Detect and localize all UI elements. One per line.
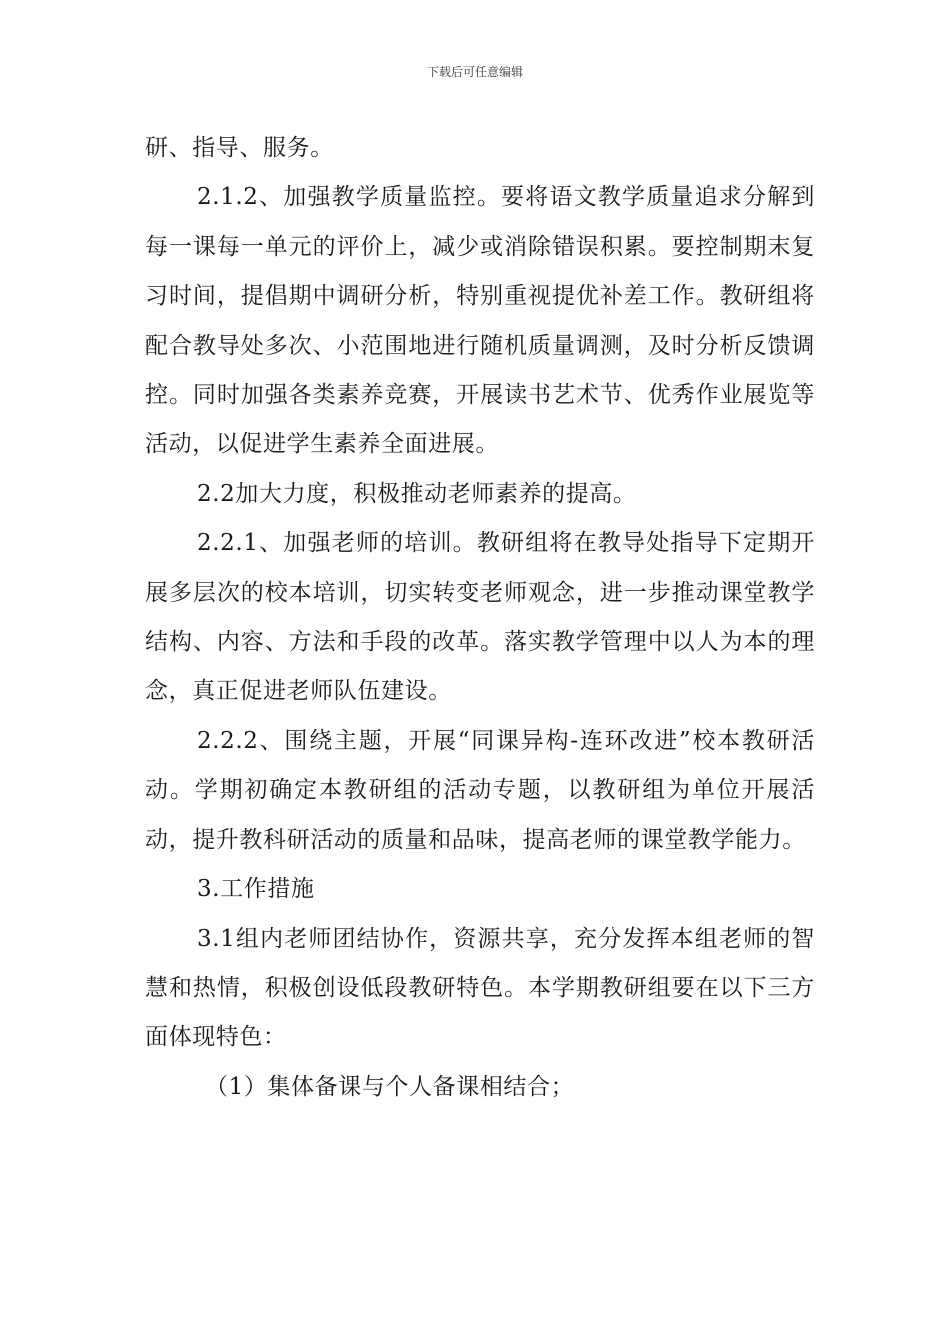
paragraph-3-1: 3.1组内老师团结协作，资源共享，充分发挥本组老师的智慧和热情，积极创设低段教研特色。本学期教研组要在以下三方面体现特色：: [145, 925, 815, 1051]
paragraph-continuation: 研、指导、服务。: [145, 135, 334, 161]
paragraph-2-1-2: 2.1.2、加强教学质量监控。要将语文教学质量追求分解到每一课每一单元的评价上，减少或消除错误积累。要控制期末复习时间，提倡期中调研分析，特别重视提优补差工作。教研组将配合教导处多次、小范围地进行随机质量调测，及时分析反馈调控。同时加强各类素养竞赛，开展读书艺术节、优秀作业展览等活动，以促进学生素养全面进展。: [145, 184, 815, 458]
paragraph-2-2-1: 2.2.1、加强老师的培训。教研组将在教导处指导下定期开展多层次的校本培训，切实转变老师观念，进一步推动课堂教学结构、内容、方法和手段的改革。落实教学管理中以人为本的理念，真正促进老师队伍建设。: [145, 530, 815, 705]
heading-work-measures: 3.工作措施: [197, 876, 315, 903]
paragraph-2-2-2: 2.2.2、围绕主题，开展“同课异构-连环改进”校本教研活动。学期初确定本教研组的活动专题，以教研组为单位开展活动，提升教科研活动的质量和品味，提高老师的课堂教学能力。: [145, 727, 815, 853]
paragraph-2-2: 2.2加大力度，积极推动老师素养的提高。: [197, 480, 637, 507]
list-item-1: （1）集体备课与个人备课相结合；: [205, 1073, 575, 1100]
document-body: [145, 124, 815, 1112]
page-header-note: 下载后可任意编辑: [426, 65, 523, 79]
